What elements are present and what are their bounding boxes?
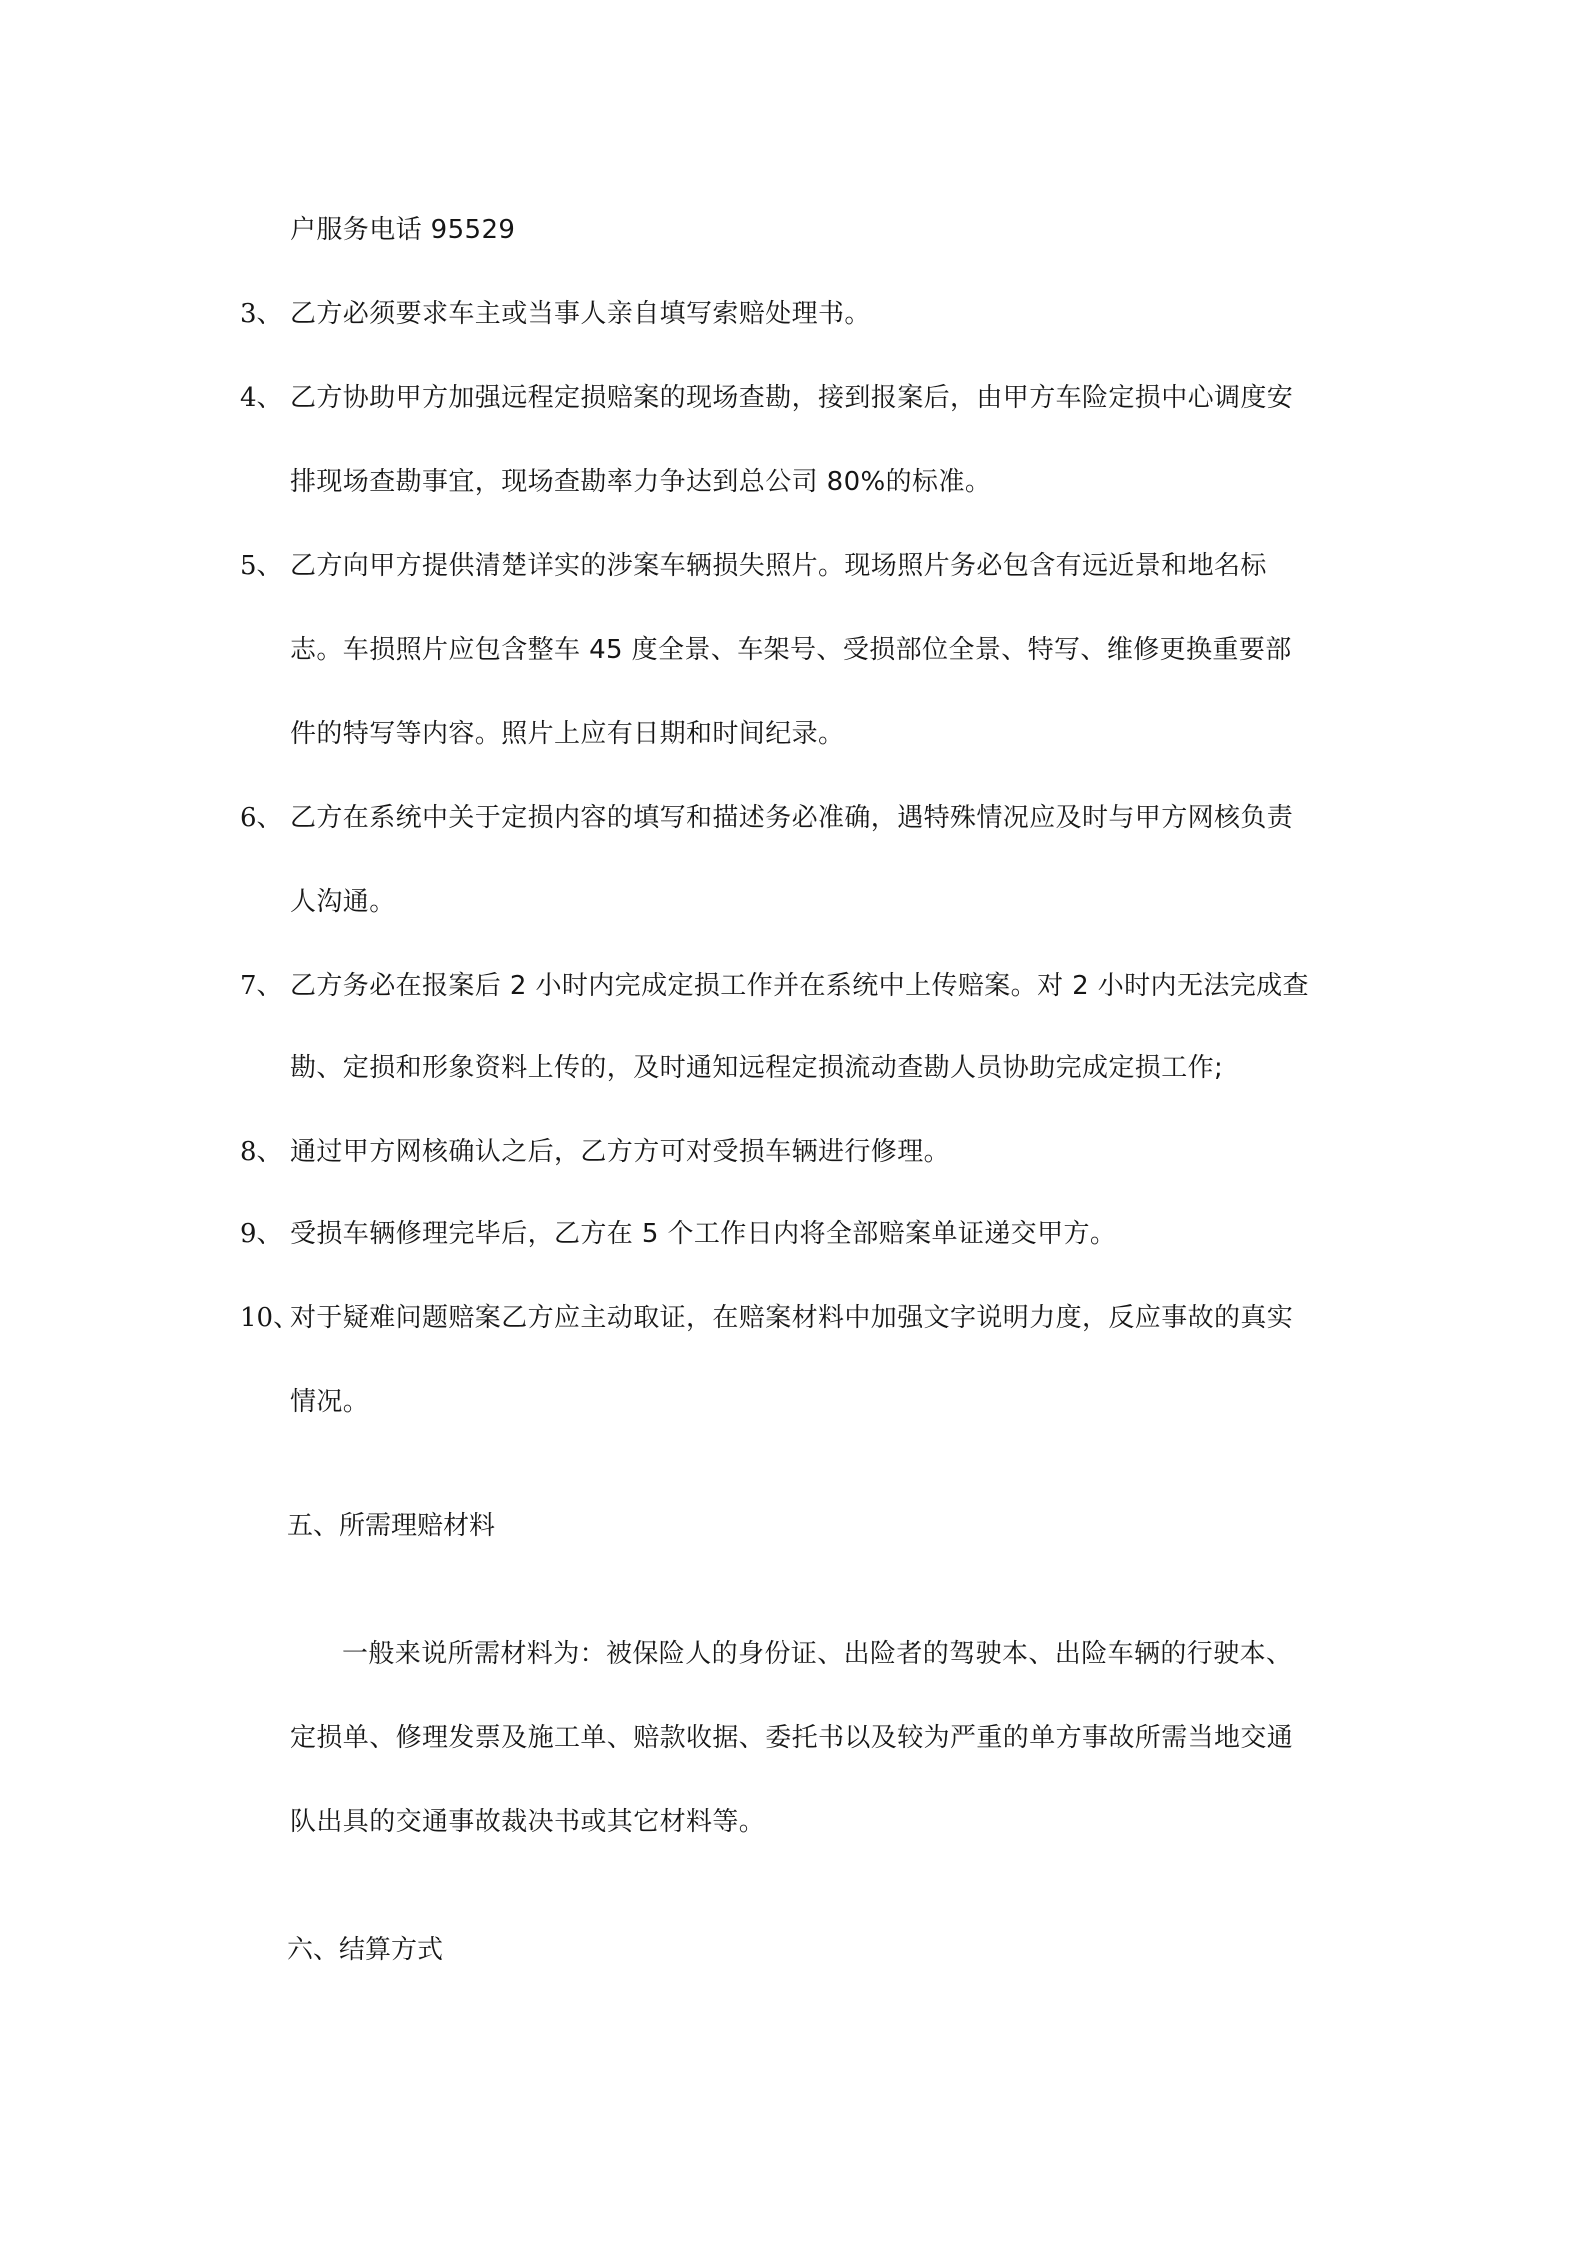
- paragraph-line-2: 定损单、修理发票及施工单、赔款收据、委托书以及较为严重的单方事故所需当地交通: [290, 1723, 1294, 1753]
- section-heading-6: [287, 1932, 443, 1968]
- list-item-7-line-1: 乙方务必在报案后 2 小时内完成定损工作并在系统中上传赔案。对 2 小时内无法完成查: [290, 971, 1309, 1001]
- list-item-5-line-2: 志。车损照片应包含整车 45 度全景、车架号、受损部位全景、特写、维修更换重要部: [290, 635, 1292, 665]
- list-item-2-continuation: 户服务电话 95529: [290, 215, 516, 245]
- list-item-8: 通过甲方网核确认之后，乙方方可对受损车辆进行修理。: [290, 1137, 951, 1167]
- list-item-10-line-1: 对于疑难问题赔案乙方应主动取证，在赔案材料中加强文字说明力度，反应事故的真实: [290, 1303, 1294, 1333]
- list-number-8: 8、: [240, 1137, 283, 1167]
- section-heading-5: [287, 1508, 495, 1544]
- list-number-7: 7、: [240, 971, 283, 1001]
- section-heading-5-text: 所需理赔材料: [339, 1511, 496, 1541]
- paragraph-line-1: 一般来说所需材料为：被保险人的身份证、出险者的驾驶本、出险车辆的行驶本、: [342, 1639, 1293, 1669]
- list-item-4-line-2: 排现场查勘事宜，现场查勘率力争达到总公司 80%的标准。: [290, 467, 992, 497]
- list-item-6-line-1: 乙方在系统中关于定损内容的填写和描述务必准确，遇特殊情况应及时与甲方网核负责: [290, 803, 1294, 833]
- list-number-9: 9、: [240, 1219, 283, 1249]
- list-item-9: 受损车辆修理完毕后，乙方在 5 个工作日内将全部赔案单证递交甲方。: [290, 1219, 1117, 1249]
- section-heading-5-number: 五、: [287, 1511, 340, 1541]
- list-item-10-line-2: 情况。: [290, 1387, 370, 1417]
- list-item-4-line-1: 乙方协助甲方加强远程定损赔案的现场查勘，接到报案后，由甲方车险定损中心调度安: [290, 383, 1294, 413]
- list-number-5: 5、: [240, 551, 283, 581]
- list-number-3: 3、: [240, 299, 283, 329]
- list-item-7-line-2: 勘、定损和形象资料上传的，及时通知远程定损流动查勘人员协助完成定损工作;: [290, 1053, 1224, 1083]
- list-number-6: 6、: [240, 803, 283, 833]
- section-heading-6-text: 结算方式: [339, 1935, 444, 1965]
- paragraph-line-3: 队出具的交通事故裁决书或其它材料等。: [290, 1807, 766, 1837]
- list-item-5-line-3: 件的特写等内容。照片上应有日期和时间纪录。: [290, 719, 845, 749]
- list-item-6-line-2: 人沟通。: [290, 887, 396, 917]
- list-number-4: 4、: [240, 383, 283, 413]
- list-number-10: 10、: [240, 1303, 300, 1333]
- list-item-3: 乙方必须要求车主或当事人亲自填写索赔处理书。: [290, 299, 871, 329]
- list-item-5-line-1: 乙方向甲方提供清楚详实的涉案车辆损失照片。现场照片务必包含有远近景和地名标: [290, 551, 1267, 581]
- section-heading-6-number: 六、: [287, 1935, 340, 1965]
